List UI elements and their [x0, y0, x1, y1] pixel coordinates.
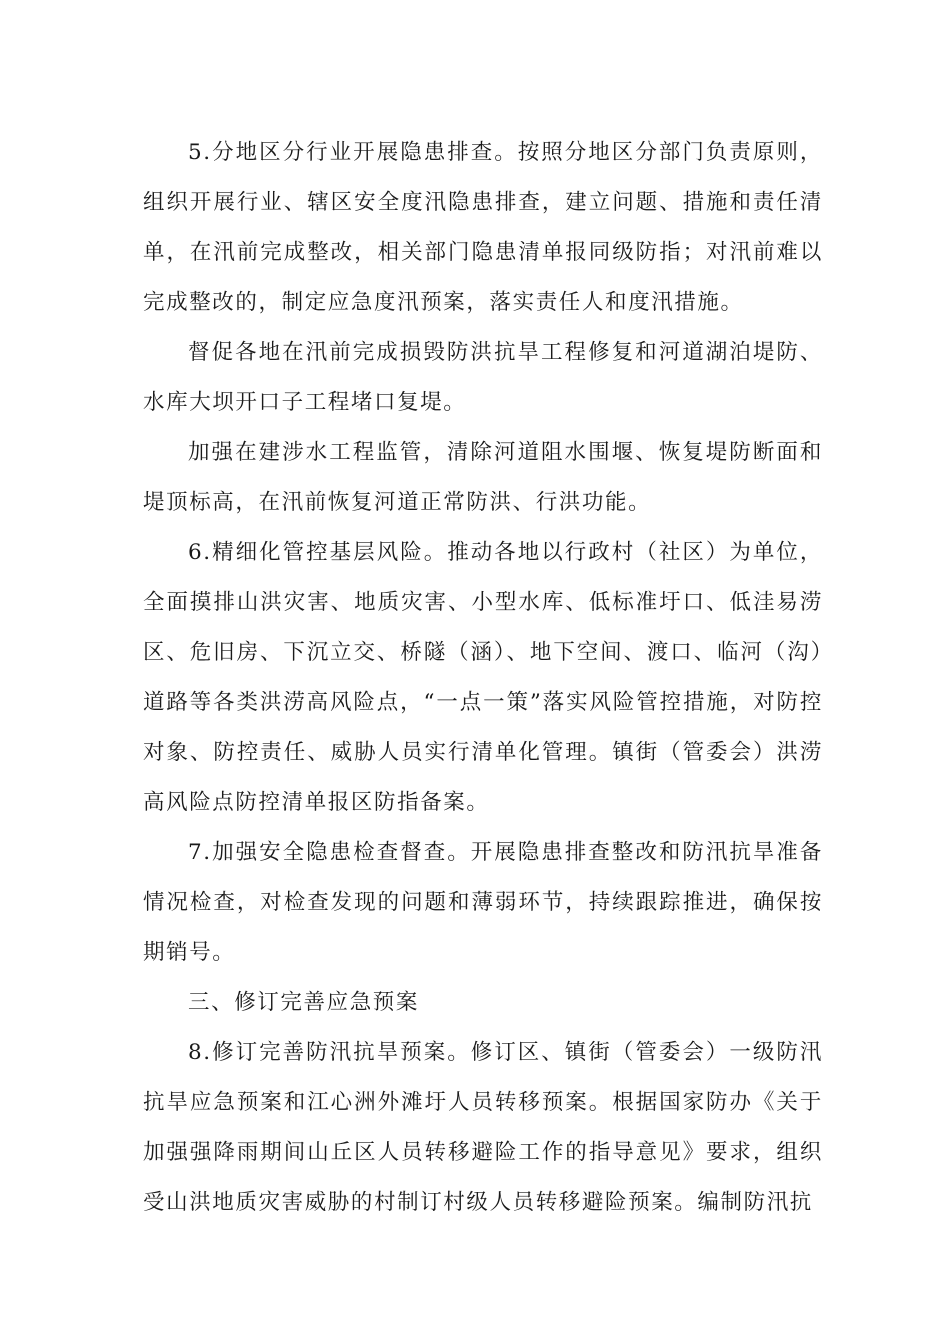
document-body — [143, 128, 823, 1228]
paragraph-item-6: 6.精细化管控基层风险。推动各地以行政村（社区）为单位，全面摸排山洪灾害、地质灾害、小型水库、低标准圩口、低洼易涝区、危旧房、下沉立交、桥隧（涵）、地下空间、渡口、临河（沟）道路等各类洪涝高风险点，“一点一策”落实风险管控措施，对防控对象、防控责任、威胁人员实行清单化管理。镇街（管委会）洪涝高风险点防控清单报区防指备案。 — [143, 540, 823, 815]
section-heading-3: 三、修订完善应急预案 — [188, 990, 420, 1015]
paragraph-item-5: 5.分地区分行业开展隐患排查。按照分地区分部门负责原则，组织开展行业、辖区安全度汛隐患排查，建立问题、措施和责任清单，在汛前完成整改，相关部门隐患清单报同级防指；对汛前难以完成整改的，制定应急度汛预案，落实责任人和度汛措施。 — [143, 140, 823, 315]
paragraph-item-8: 8.修订完善防汛抗旱预案。修订区、镇街（管委会）一级防汛抗旱应急预案和江心洲外滩圩人员转移预案。根据国家防办《关于加强强降雨期间山丘区人员转移避险工作的指导意见》要求，组织受山洪地质灾害威胁的村制订村级人员转移避险预案。编制防汛抗 — [143, 1040, 823, 1215]
paragraph-item-7: 7.加强安全隐患检查督查。开展隐患排查整改和防汛抗旱准备情况检查，对检查发现的问题和薄弱环节，持续跟踪推进，确保按期销号。 — [143, 840, 823, 965]
paragraph-water-projects-supervision: 加强在建涉水工程监管，清除河道阻水围堰、恢复堤防断面和堤顶标高，在汛前恢复河道正常防洪、行洪功能。 — [143, 440, 823, 515]
paragraph-flood-works-repair: 督促各地在汛前完成损毁防洪抗旱工程修复和河道湖泊堤防、水库大坝开口子工程堵口复堤。 — [143, 340, 823, 415]
